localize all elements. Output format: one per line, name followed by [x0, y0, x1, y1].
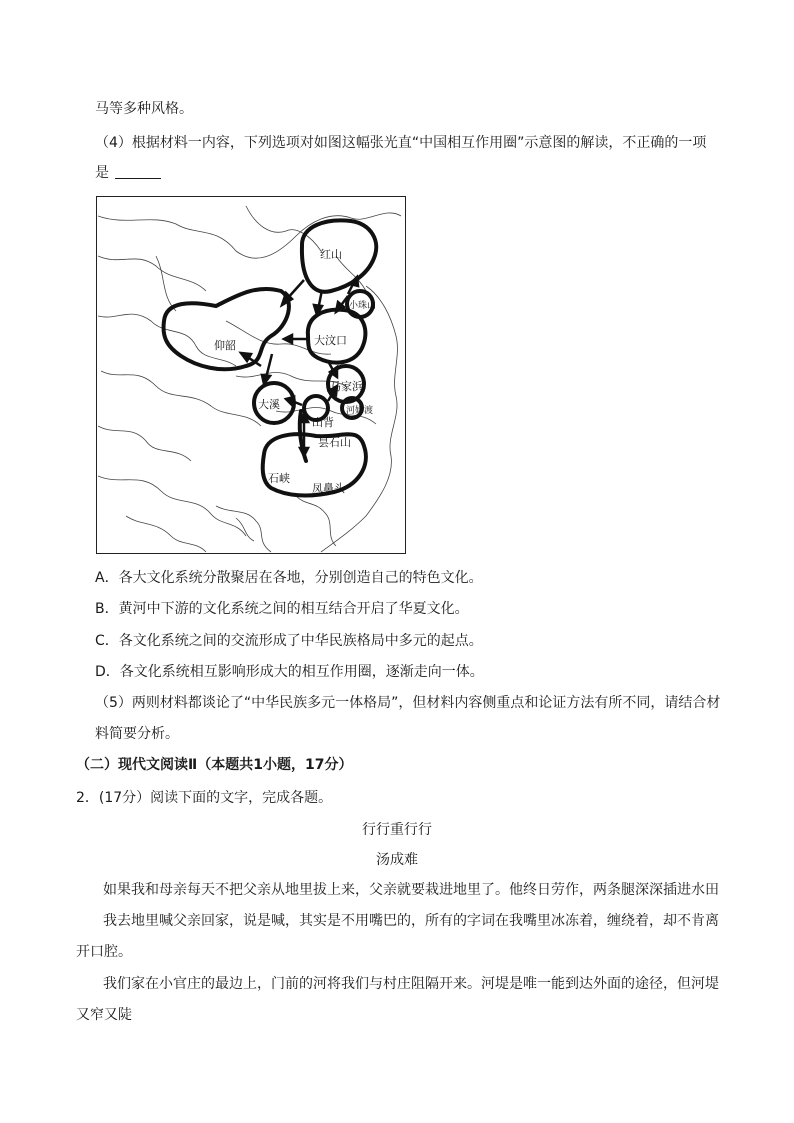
label-tanshishan: 昙石山 — [318, 436, 351, 449]
article-paragraph-cont: 开口腔。 — [76, 944, 132, 960]
article-paragraph: 如果我和母亲每天不把父亲从地里拔上来，父亲就要栽进地里了。他终日劳作，两条腿深深插进水田 — [103, 882, 719, 898]
text-line: 马等多种风格。 — [95, 101, 193, 117]
answer-blank[interactable] — [115, 164, 161, 179]
question-4-text: （4）根据材料一内容，下列选项对如图这幅张光直“中国相互作用圈”示意图的解读，不正确的一项 — [95, 135, 707, 151]
article-title: 行行重行行 — [362, 822, 432, 838]
label-xiaozhushan: 小珠山 — [349, 301, 377, 311]
map-svg — [96, 196, 406, 554]
option-a[interactable]: A．各大文化系统分散聚居在各地，分别创造自己的特色文化。 — [95, 570, 483, 586]
question-4-text-cont — [95, 163, 161, 183]
interaction-sphere-map — [96, 196, 406, 554]
question-2-text: 2．(17分）阅读下面的文字，完成各题。 — [76, 790, 333, 806]
label-dawenkou: 大汶口 — [314, 334, 347, 347]
label-yangshao: 仰韶 — [214, 339, 236, 352]
section-heading: （二）现代文阅读Ⅱ（本题共1小题，17分） — [76, 757, 353, 773]
label-majiabang: 马家浜 — [330, 380, 363, 393]
option-d[interactable]: D．各文化系统相互影响形成大的相互作用圈，逐渐走向一体。 — [95, 664, 484, 680]
label-fengbitou: 凤鼻头 — [312, 482, 345, 495]
label-daxi: 大溪 — [258, 398, 280, 411]
label-hongshan: 红山 — [320, 248, 342, 261]
label-hemudu: 河姆渡 — [346, 406, 374, 416]
article-paragraph: 我去地里喊父亲回家，说是喊，其实是不用嘴巴的，所有的字词在我嘴里冰冻着，缠绕着，却不肯离 — [103, 913, 719, 929]
question-4-tail: 是 — [95, 165, 109, 181]
article-author: 汤成难 — [376, 852, 418, 868]
question-5-text: （5）两则材料都谈论了“中华民族多元一体格局”，但材料内容侧重点和论证方法有所不同，请结合材 — [95, 695, 721, 711]
article-paragraph: 我们家在小官庄的最边上，门前的河将我们与村庄阻隔开来。河堤是唯一能到达外面的途径，但河堤 — [103, 976, 719, 992]
label-shanbei: 山背 — [312, 416, 334, 429]
option-c[interactable]: C．各文化系统之间的交流形成了中华民族格局中多元的起点。 — [95, 633, 483, 649]
article-paragraph-cont: 又窄又陡 — [76, 1007, 132, 1023]
question-5-text-cont: 料简要分析。 — [95, 726, 179, 742]
option-b[interactable]: B．黄河中下游的文化系统之间的相互结合开启了华夏文化。 — [95, 601, 469, 617]
label-shixia: 石峡 — [268, 472, 290, 485]
